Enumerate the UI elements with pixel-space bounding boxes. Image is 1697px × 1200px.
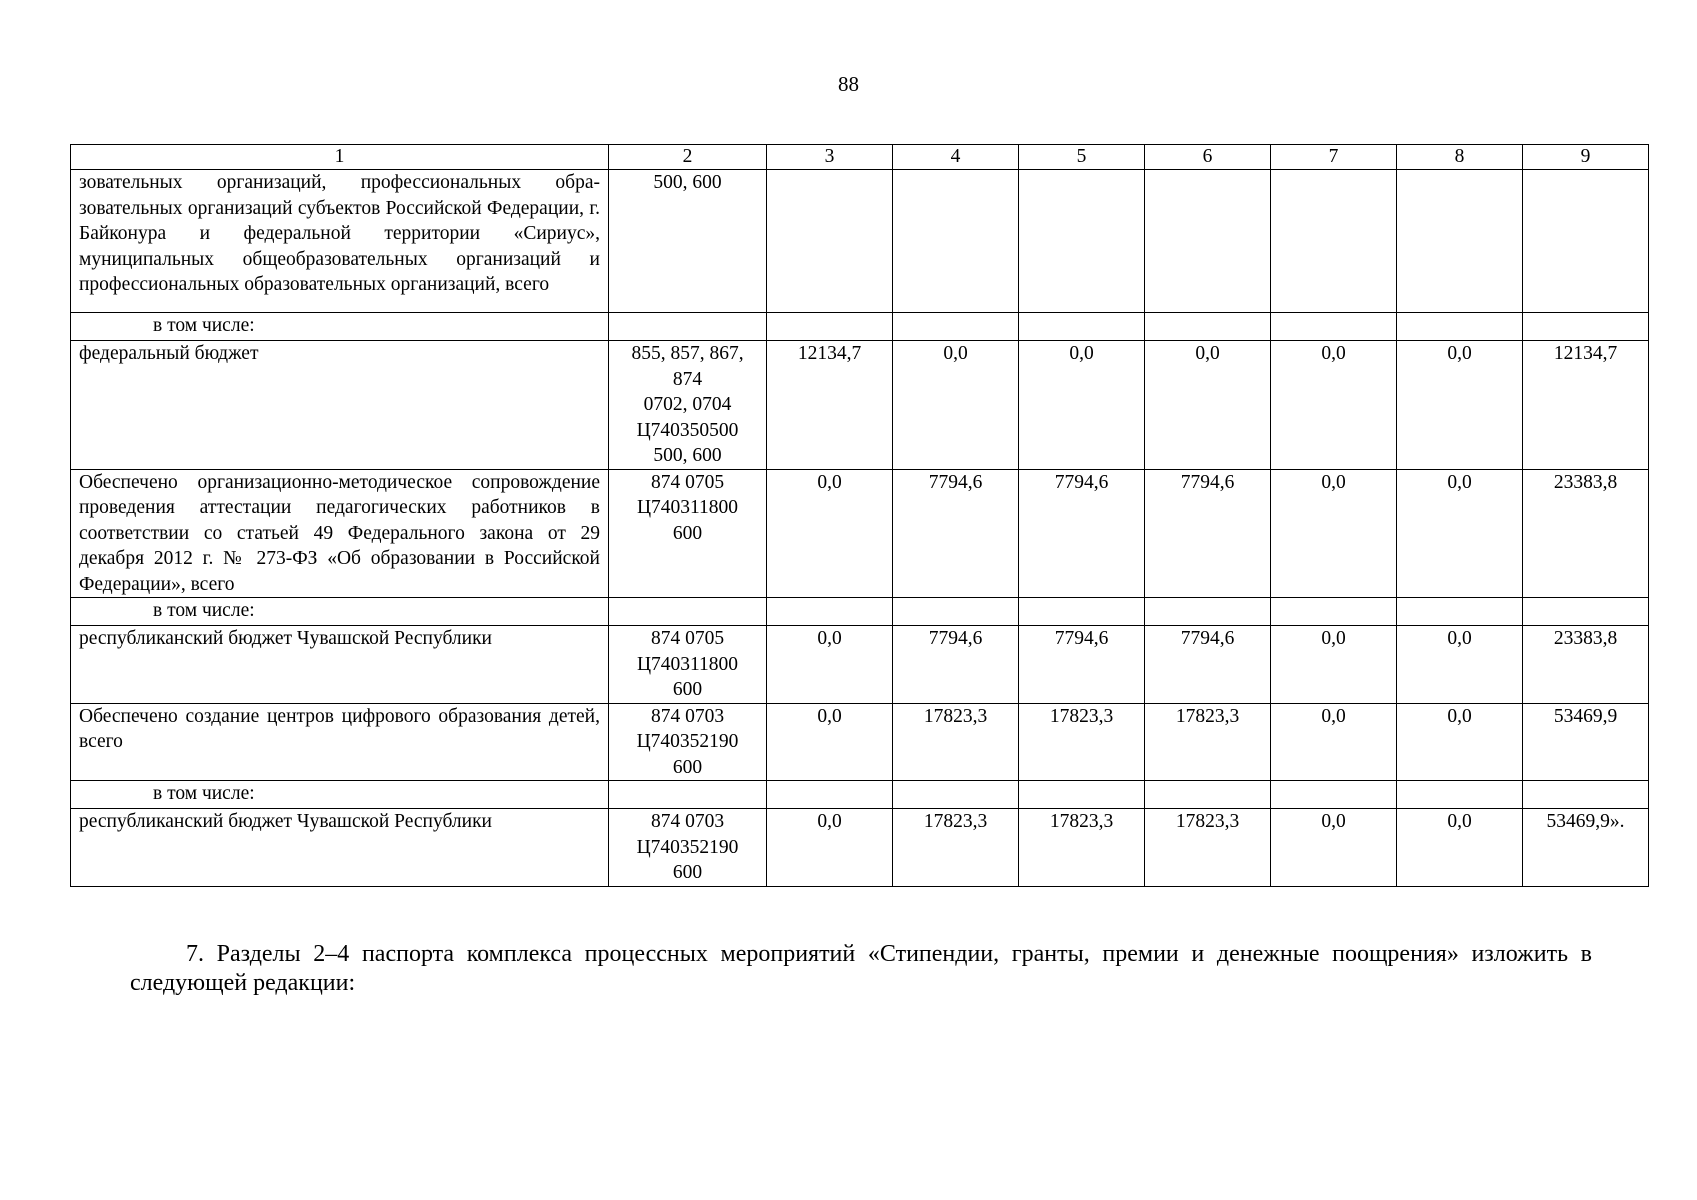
value-cell-col-8 (1397, 781, 1523, 809)
row-description: Обеспечено создание центров цифрового образования детей, всего (71, 703, 609, 781)
budget-code-line: 600 (672, 679, 703, 700)
value-cell-col-9: 53469,9 (1523, 703, 1649, 781)
value-cell-col-5 (1019, 598, 1145, 626)
value-cell-col-7: 0,0 (1271, 626, 1397, 704)
value-cell-col-7 (1271, 170, 1397, 313)
value-cell-col-6: 17823,3 (1145, 703, 1271, 781)
budget-code-line: 0702, 0704 (643, 394, 732, 415)
value-cell-col-7 (1271, 781, 1397, 809)
budget-code-line: 874 0703 (650, 705, 725, 727)
budget-codes (609, 170, 767, 313)
budget-codes (609, 341, 767, 470)
value-cell-col-7: 0,0 (1271, 809, 1397, 887)
row-description: в том числе: (71, 781, 609, 809)
row-description: федеральный бюджет (71, 341, 609, 470)
value-cell-col-4 (893, 598, 1019, 626)
value-cell-col-7: 0,0 (1271, 341, 1397, 470)
budget-code-line: 874 0705 (650, 471, 725, 493)
table-row (71, 341, 1649, 470)
value-cell-col-9: 23383,8 (1523, 626, 1649, 704)
value-cell-col-3: 12134,7 (767, 341, 893, 470)
column-header-7: 7 (1271, 145, 1397, 170)
budget-code-line: Ц740352190 (636, 836, 739, 858)
value-cell-col-8: 0,0 (1397, 341, 1523, 470)
table-row (71, 170, 1649, 313)
budget-code-line: 874 (672, 368, 703, 390)
budget-codes (609, 703, 767, 781)
row-description: Обеспечено организационно-методическое сопровождение проведения аттестации педагогических работников в соответствии со статьей 49 Федерального закона от 29 декабря 2012 г. № 273-ФЗ «Об образовании в Российской Федерации», всего (71, 469, 609, 598)
value-cell-col-3: 0,0 (767, 469, 893, 598)
value-cell-col-3 (767, 598, 893, 626)
value-cell-col-5: 17823,3 (1019, 809, 1145, 887)
budget-code-line: 600 (672, 862, 703, 883)
table-row (71, 626, 1649, 704)
body-paragraph: 7. Разделы 2–4 паспорта комплекса процессных мероприятий «Стипендии, гранты, премии и денежные поощрения» изложить в следующей редакции: (130, 941, 1592, 996)
table-row (71, 809, 1649, 887)
value-cell-col-9: 53469,9». (1523, 809, 1649, 887)
value-cell-col-4: 17823,3 (893, 809, 1019, 887)
page-number: 88 (838, 72, 859, 96)
value-cell-col-4: 7794,6 (893, 469, 1019, 598)
value-cell-col-3 (767, 781, 893, 809)
table-row (71, 469, 1649, 598)
row-description: в том числе: (71, 313, 609, 341)
column-header-2: 2 (609, 145, 767, 170)
value-cell-col-8: 0,0 (1397, 703, 1523, 781)
value-cell-col-9 (1523, 781, 1649, 809)
value-cell-col-3 (767, 313, 893, 341)
budget-codes (609, 598, 767, 626)
value-cell-col-6 (1145, 313, 1271, 341)
value-cell-col-8: 0,0 (1397, 469, 1523, 598)
value-cell-col-5: 7794,6 (1019, 469, 1145, 598)
column-header-1: 1 (71, 145, 609, 170)
value-cell-col-7: 0,0 (1271, 703, 1397, 781)
table-body (71, 170, 1649, 887)
column-header-9: 9 (1523, 145, 1649, 170)
row-description: республиканский бюджет Чувашской Республики (71, 809, 609, 887)
value-cell-col-3: 0,0 (767, 626, 893, 704)
column-header-6: 6 (1145, 145, 1271, 170)
subheader-row (71, 781, 1649, 809)
column-header-8: 8 (1397, 145, 1523, 170)
value-cell-col-9 (1523, 170, 1649, 313)
value-cell-col-5: 7794,6 (1019, 626, 1145, 704)
table-header (71, 145, 1649, 170)
value-cell-col-8: 0,0 (1397, 809, 1523, 887)
value-cell-col-9 (1523, 598, 1649, 626)
budget-code-line: Ц740311800 (636, 653, 739, 675)
value-cell-col-8 (1397, 170, 1523, 313)
value-cell-col-3 (767, 170, 893, 313)
value-cell-col-8: 0,0 (1397, 626, 1523, 704)
budget-table (70, 144, 1649, 887)
table-row (71, 703, 1649, 781)
budget-code-line: Ц740350500 (636, 419, 739, 441)
value-cell-col-4: 7794,6 (893, 626, 1019, 704)
value-cell-col-4 (893, 170, 1019, 313)
value-cell-col-7: 0,0 (1271, 469, 1397, 598)
budget-code-line: 600 (672, 756, 703, 778)
value-cell-col-8 (1397, 313, 1523, 341)
value-cell-col-4 (893, 313, 1019, 341)
budget-codes (609, 626, 767, 704)
value-cell-col-6 (1145, 781, 1271, 809)
header-row (71, 145, 1649, 170)
value-cell-col-9: 23383,8 (1523, 469, 1649, 598)
budget-codes (609, 469, 767, 598)
value-cell-col-6 (1145, 598, 1271, 626)
value-cell-col-4: 0,0 (893, 341, 1019, 470)
value-cell-col-6: 17823,3 (1145, 809, 1271, 887)
row-description: республиканский бюджет Чувашской Республики (71, 626, 609, 704)
budget-code-line: 874 0703 (650, 811, 725, 832)
value-cell-col-8 (1397, 598, 1523, 626)
row-description: в том числе: (71, 598, 609, 626)
value-cell-col-9 (1523, 313, 1649, 341)
value-cell-col-7 (1271, 313, 1397, 341)
value-cell-col-3: 0,0 (767, 809, 893, 887)
column-header-3: 3 (767, 145, 893, 170)
budget-code-line: 500, 600 (653, 445, 722, 466)
value-cell-col-3: 0,0 (767, 703, 893, 781)
value-cell-col-4 (893, 781, 1019, 809)
value-cell-col-5 (1019, 781, 1145, 809)
budget-code-line: 855, 857, 867, (631, 343, 744, 364)
budget-code-line: Ц740352190 (636, 731, 739, 752)
budget-code-line: Ц740311800 (636, 497, 739, 518)
value-cell-col-5 (1019, 313, 1145, 341)
budget-code-line: 600 (672, 522, 703, 544)
value-cell-col-6: 7794,6 (1145, 469, 1271, 598)
row-description: зовательных организаций, профессиональных образовательных организаций субъектов Российской Федерации, г. Байконура и федеральной территории «Сириус», муниципальных общеобразовательных организаций и профессиональных образовательных организаций, всего (71, 170, 609, 313)
value-cell-col-5: 17823,3 (1019, 703, 1145, 781)
column-header-5: 5 (1019, 145, 1145, 170)
value-cell-col-4: 17823,3 (893, 703, 1019, 781)
subheader-row (71, 598, 1649, 626)
budget-code-line: 874 0705 (650, 628, 725, 649)
value-cell-col-5: 0,0 (1019, 341, 1145, 470)
value-cell-col-5 (1019, 170, 1145, 313)
value-cell-col-6: 7794,6 (1145, 626, 1271, 704)
budget-codes (609, 809, 767, 887)
value-cell-col-7 (1271, 598, 1397, 626)
value-cell-col-6: 0,0 (1145, 341, 1271, 470)
column-header-4: 4 (893, 145, 1019, 170)
subheader-row (71, 313, 1649, 341)
budget-codes (609, 781, 767, 809)
budget-codes (609, 313, 767, 341)
value-cell-col-9: 12134,7 (1523, 341, 1649, 470)
budget-code-line: 500, 600 (653, 172, 722, 193)
value-cell-col-6 (1145, 170, 1271, 313)
